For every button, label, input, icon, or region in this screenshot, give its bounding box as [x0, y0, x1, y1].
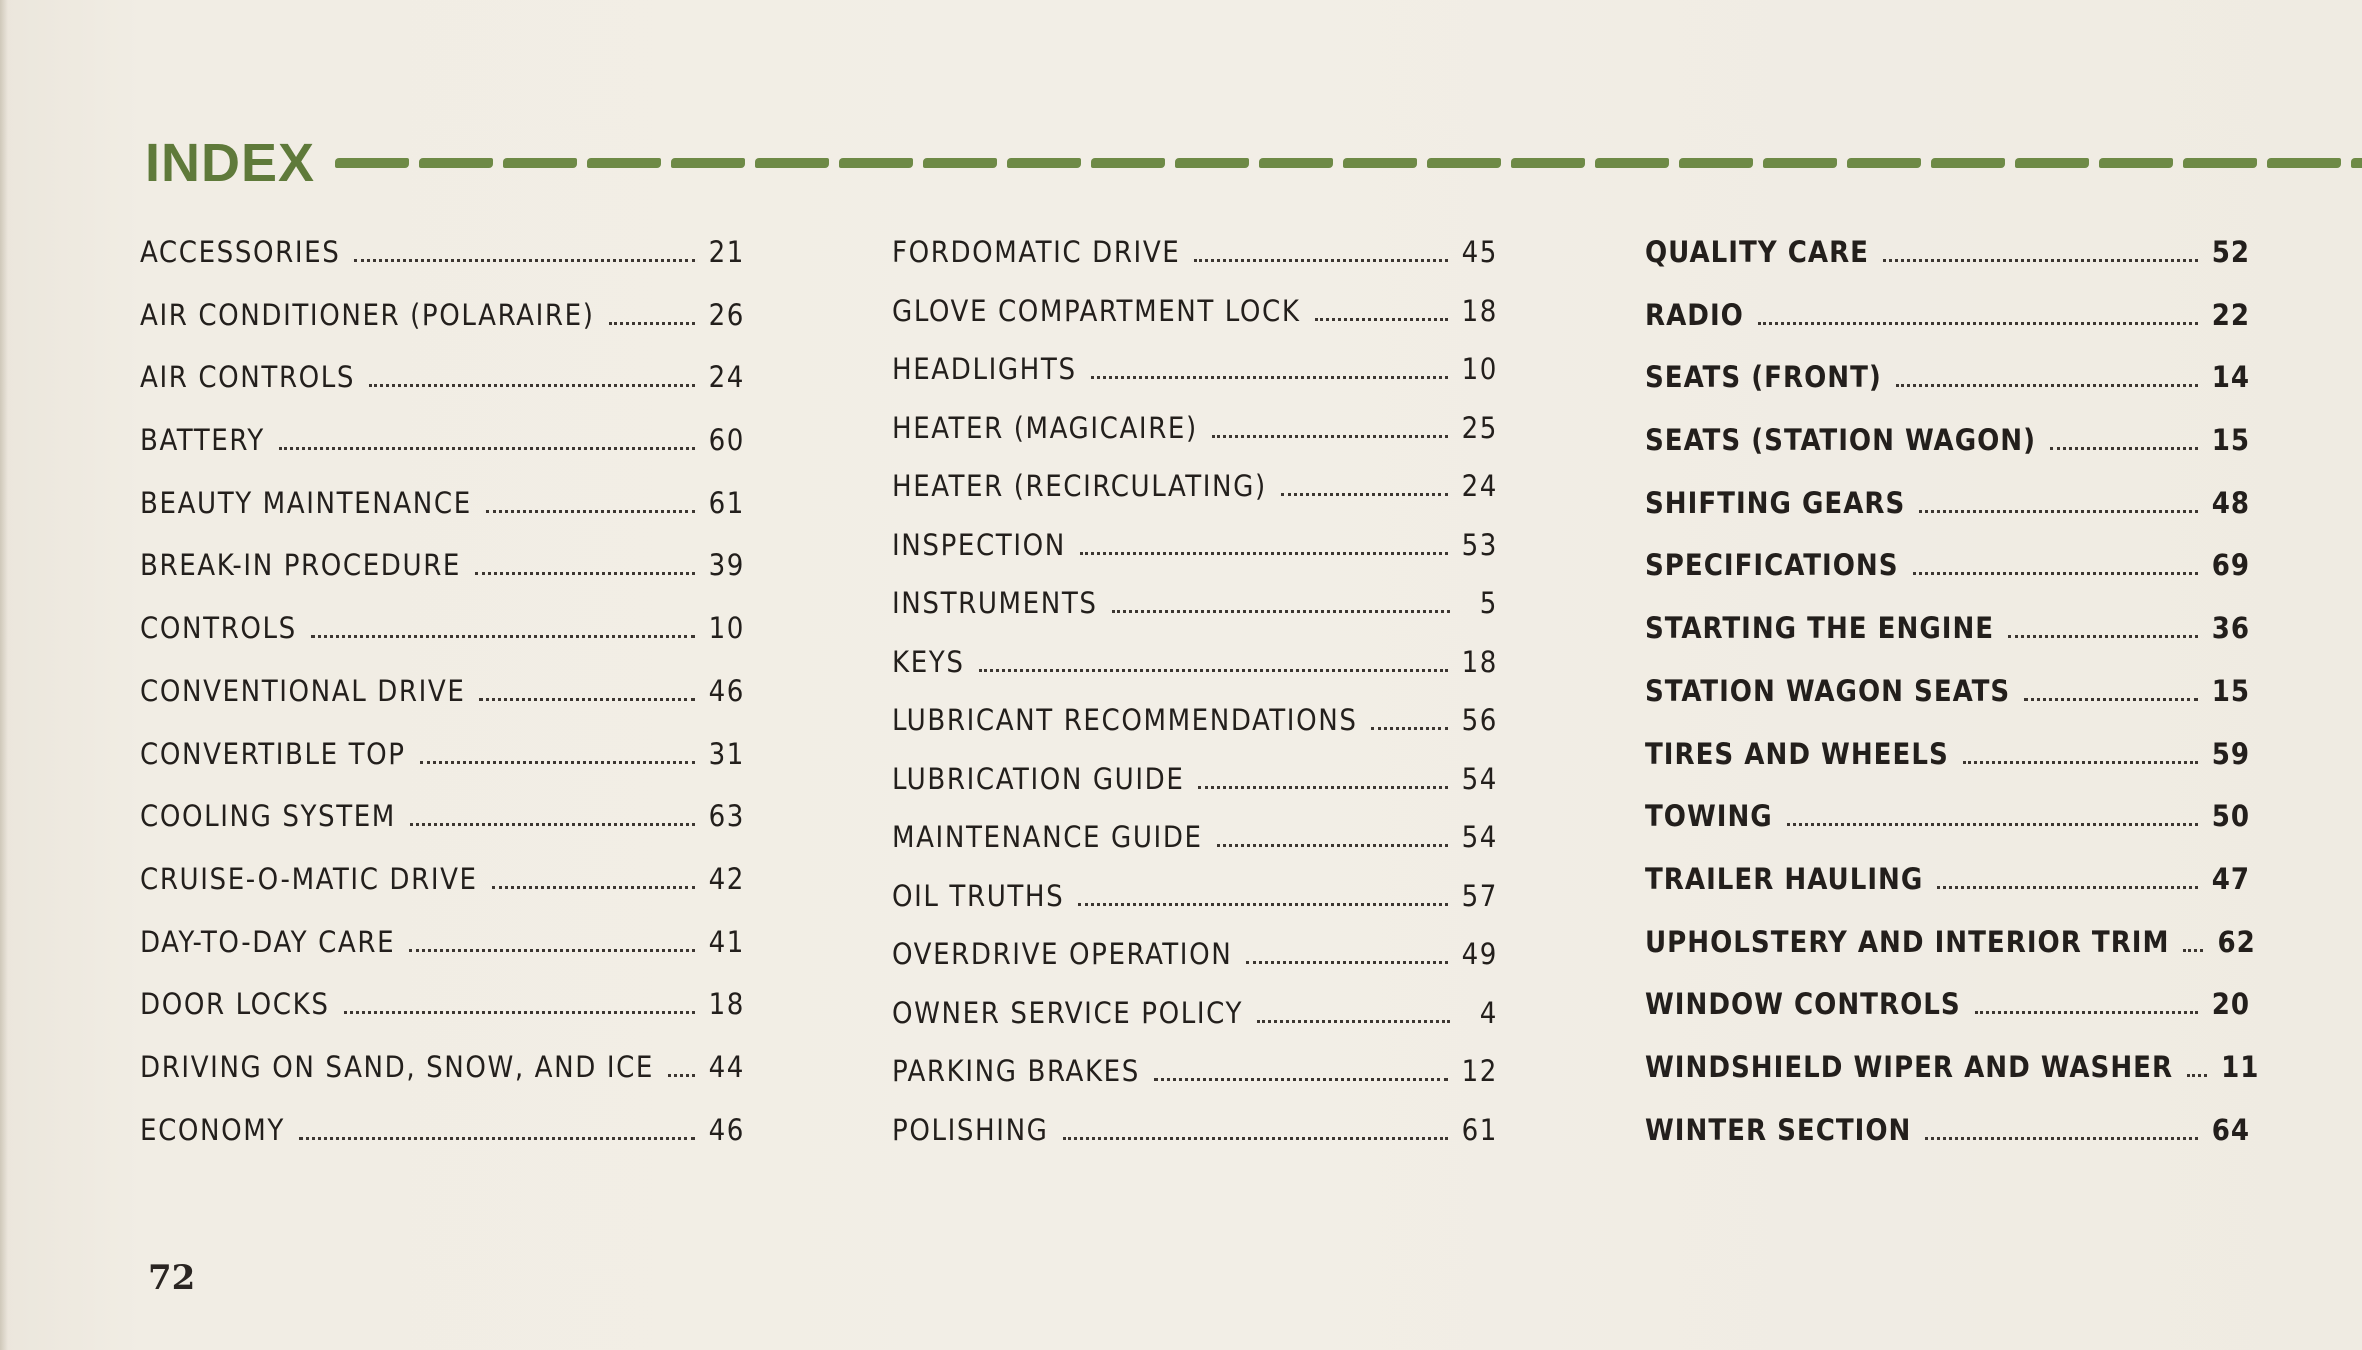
dot-leader	[1787, 823, 2198, 826]
index-entry	[140, 545, 745, 608]
index-entry	[892, 525, 1498, 584]
index-entry	[140, 1110, 745, 1173]
entry-label: KEYS	[892, 644, 965, 679]
index-entry	[892, 232, 1498, 291]
entry-page-number: 49	[1461, 937, 1498, 971]
entry-label: WINTER SECTION	[1645, 1112, 1912, 1147]
dot-leader	[1212, 435, 1448, 438]
entry-page-number: 56	[1461, 703, 1498, 737]
dot-leader	[2008, 635, 2198, 638]
index-entry	[1645, 545, 2250, 608]
dot-leader	[668, 1074, 695, 1077]
dot-leader	[1758, 322, 2198, 325]
dot-leader	[299, 1137, 695, 1140]
rule-dash	[2183, 158, 2257, 168]
index-entry	[892, 876, 1498, 935]
entry-label: LUBRICANT RECOMMENDATIONS	[892, 703, 1358, 737]
index-entry	[892, 408, 1498, 467]
dot-leader	[420, 761, 695, 764]
entry-page-number: 54	[1461, 820, 1498, 854]
entry-label: CONVERTIBLE TOP	[140, 736, 406, 771]
entry-page-number: 69	[2211, 548, 2250, 583]
entry-page-number: 46	[708, 1112, 745, 1147]
entry-label: WINDOW CONTROLS	[1645, 987, 1961, 1022]
index-column-1	[140, 232, 745, 1172]
rule-dash	[1427, 158, 1501, 168]
rule-dash	[1931, 158, 2005, 168]
entry-page-number: 18	[1461, 644, 1498, 679]
entry-page-number: 54	[1461, 761, 1498, 796]
entry-page-number: 12	[1461, 1054, 1498, 1088]
entry-page-number: 60	[708, 423, 745, 458]
index-entry	[1645, 796, 2250, 859]
entry-page-number: 10	[708, 611, 745, 646]
dot-leader	[344, 1011, 695, 1014]
index-entry	[140, 671, 745, 734]
rule-dash	[335, 158, 409, 168]
index-entry	[892, 934, 1498, 993]
entry-page-number: 45	[1461, 235, 1498, 269]
dot-leader	[1925, 1137, 2197, 1140]
entry-page-number: 64	[2211, 1112, 2250, 1147]
entry-label: CONTROLS	[140, 611, 297, 646]
dashed-rule	[335, 158, 2362, 169]
rule-dash	[503, 158, 577, 168]
entry-label: DOOR LOCKS	[140, 987, 330, 1022]
rule-dash	[587, 158, 661, 168]
dot-leader	[354, 259, 694, 262]
index-entry	[140, 734, 745, 797]
rule-dash	[671, 158, 745, 168]
entry-label: HEATER (RECIRCULATING)	[892, 469, 1267, 503]
index-entry	[1645, 295, 2250, 358]
index-entry	[892, 291, 1498, 350]
dot-leader	[486, 510, 695, 513]
rule-dash	[923, 158, 997, 168]
dot-leader	[1198, 786, 1447, 789]
entry-label: GLOVE COMPARTMENT LOCK	[892, 293, 1301, 328]
entry-label: SHIFTING GEARS	[1645, 485, 1906, 520]
index-entry	[140, 859, 745, 922]
dot-leader	[475, 572, 695, 575]
dot-leader	[369, 384, 695, 387]
dot-leader	[1371, 727, 1447, 730]
dot-leader	[1246, 961, 1447, 964]
index-entry	[140, 483, 745, 546]
entry-page-number: 31	[708, 736, 745, 771]
entry-page-number: 47	[2211, 861, 2250, 896]
index-entry	[140, 357, 745, 420]
dot-leader	[2187, 1074, 2207, 1077]
index-entry	[1645, 483, 2250, 546]
entry-page-number: 15	[2211, 673, 2250, 708]
entry-label: WINDSHIELD WIPER AND WASHER	[1645, 1049, 2174, 1084]
entry-label: COOLING SYSTEM	[140, 799, 396, 834]
entry-label: SEATS (FRONT)	[1645, 360, 1882, 395]
index-entry	[140, 420, 745, 483]
entry-label: SEATS (STATION WAGON)	[1645, 423, 2037, 458]
entry-page-number: 10	[1461, 352, 1498, 386]
rule-dash	[2267, 158, 2341, 168]
dot-leader	[1883, 259, 2198, 262]
rule-dash	[419, 158, 493, 168]
entry-label: AIR CONTROLS	[140, 360, 356, 395]
dot-leader	[1257, 1020, 1450, 1023]
index-entry	[892, 466, 1498, 525]
entry-page-number: 4	[1479, 995, 1498, 1030]
index-entry	[1645, 1110, 2250, 1173]
index-entry	[140, 1047, 745, 1110]
dot-leader	[409, 949, 694, 952]
entry-label: HEADLIGHTS	[892, 352, 1077, 386]
entry-label: OIL TRUTHS	[892, 878, 1065, 913]
entry-label: POLISHING	[892, 1112, 1049, 1147]
index-header	[145, 128, 2362, 198]
index-entry	[140, 796, 745, 859]
index-entry	[892, 759, 1498, 818]
entry-page-number: 21	[708, 235, 745, 269]
entry-label: FORDOMATIC DRIVE	[892, 235, 1181, 269]
entry-label: OWNER SERVICE POLICY	[892, 995, 1243, 1030]
entry-label: LUBRICATION GUIDE	[892, 761, 1185, 796]
index-entry	[1645, 232, 2250, 295]
dot-leader	[1975, 1011, 2198, 1014]
rule-dash	[1175, 158, 1249, 168]
index-entry	[892, 349, 1498, 408]
entry-page-number: 52	[2211, 235, 2250, 269]
rule-dash	[1763, 158, 1837, 168]
index-entry	[892, 642, 1498, 701]
entry-page-number: 48	[2211, 485, 2250, 520]
entry-label: TIRES AND WHEELS	[1645, 736, 1949, 771]
entry-page-number: 5	[1479, 586, 1498, 620]
entry-label: INSPECTION	[892, 527, 1066, 562]
dot-leader	[410, 823, 695, 826]
entry-label: DRIVING ON SAND, SNOW, AND ICE	[140, 1049, 655, 1084]
dot-leader	[1937, 886, 2197, 889]
entry-page-number: 41	[708, 924, 745, 959]
entry-label: SPECIFICATIONS	[1645, 548, 1899, 583]
dot-leader	[1112, 610, 1450, 613]
entry-label: TOWING	[1645, 799, 1773, 834]
entry-page-number: 42	[708, 861, 745, 896]
entry-page-number: 18	[708, 987, 745, 1022]
dot-leader	[1080, 552, 1448, 555]
entry-page-number: 62	[2217, 924, 2256, 959]
entry-label: STATION WAGON SEATS	[1645, 673, 2011, 708]
index-entry	[1645, 671, 2250, 734]
index-entry	[140, 232, 745, 295]
dot-leader	[1919, 510, 2197, 513]
entry-page-number: 61	[1461, 1112, 1498, 1147]
dot-leader	[1913, 572, 2198, 575]
entry-page-number: 20	[2211, 987, 2250, 1022]
index-column-3	[1645, 232, 2260, 1172]
rule-dash	[755, 158, 829, 168]
dot-leader	[1091, 376, 1448, 379]
entry-page-number: 11	[2221, 1049, 2260, 1084]
rule-dash	[1595, 158, 1669, 168]
dot-leader	[1281, 493, 1448, 496]
dot-leader	[1063, 1137, 1448, 1140]
entry-label: BEAUTY MAINTENANCE	[140, 485, 472, 520]
index-entry	[140, 608, 745, 671]
entry-label: ACCESSORIES	[140, 235, 341, 269]
dot-leader	[1315, 318, 1448, 321]
entry-label: INSTRUMENTS	[892, 586, 1098, 620]
rule-dash	[2099, 158, 2173, 168]
entry-page-number: 22	[2211, 297, 2250, 332]
dot-leader	[1217, 844, 1448, 847]
index-entry	[892, 583, 1498, 642]
entry-page-number: 24	[708, 360, 745, 395]
rule-dash	[2351, 158, 2362, 168]
rule-dash	[1091, 158, 1165, 168]
index-entry	[1645, 984, 2250, 1047]
rule-dash	[1007, 158, 1081, 168]
dot-leader	[479, 698, 694, 701]
entry-label: OVERDRIVE OPERATION	[892, 937, 1233, 971]
entry-label: RADIO	[1645, 297, 1744, 332]
entry-label: QUALITY CARE	[1645, 235, 1870, 269]
index-entry	[140, 922, 745, 985]
index-entry	[892, 700, 1498, 759]
index-entry	[1645, 859, 2250, 922]
index-entry	[892, 817, 1498, 876]
entry-label: BREAK-IN PROCEDURE	[140, 548, 462, 583]
entry-label: UPHOLSTERY AND INTERIOR TRIM	[1645, 924, 2170, 959]
dot-leader	[979, 669, 1448, 672]
entry-page-number: 39	[708, 548, 745, 583]
index-entry	[1645, 608, 2250, 671]
dot-leader	[2050, 447, 2198, 450]
entry-page-number: 26	[708, 297, 745, 332]
dot-leader	[279, 447, 695, 450]
dot-leader	[1963, 761, 2198, 764]
entry-page-number: 53	[1461, 527, 1498, 562]
index-entry	[1645, 734, 2250, 797]
index-entry	[1645, 922, 2256, 985]
dot-leader	[1154, 1078, 1448, 1081]
rule-dash	[1343, 158, 1417, 168]
index-entry	[1645, 420, 2250, 483]
index-entry	[892, 1110, 1498, 1169]
entry-label: CRUISE-O-MATIC DRIVE	[140, 861, 478, 896]
entry-page-number: 46	[708, 673, 745, 708]
rule-dash	[1847, 158, 1921, 168]
index-entry	[140, 984, 745, 1047]
entry-page-number: 63	[708, 799, 745, 834]
index-entry	[1645, 357, 2250, 420]
entry-label: ECONOMY	[140, 1112, 285, 1147]
entry-page-number: 44	[708, 1049, 745, 1084]
entry-page-number: 50	[2211, 799, 2250, 834]
index-entry	[1645, 1047, 2260, 1110]
entry-page-number: 59	[2211, 736, 2250, 771]
entry-page-number: 61	[708, 485, 745, 520]
dot-leader	[492, 886, 695, 889]
index-entry	[892, 1051, 1498, 1110]
dot-leader	[2024, 698, 2198, 701]
entry-page-number: 24	[1461, 469, 1498, 503]
dot-leader	[1194, 259, 1447, 262]
rule-dash	[1679, 158, 1753, 168]
index-entry	[892, 993, 1498, 1052]
page-number: 72	[148, 1258, 196, 1298]
dot-leader	[1078, 903, 1447, 906]
entry-label: HEATER (MAGICAIRE)	[892, 410, 1198, 445]
entry-page-number: 57	[1461, 878, 1498, 913]
dot-leader	[311, 635, 695, 638]
rule-dash	[2015, 158, 2089, 168]
dot-leader	[1896, 384, 2198, 387]
entry-page-number: 25	[1461, 410, 1498, 445]
rule-dash	[1259, 158, 1333, 168]
entry-page-number: 36	[2211, 611, 2250, 646]
entry-label: STARTING THE ENGINE	[1645, 611, 1995, 646]
index-entry	[140, 295, 745, 358]
rule-dash	[1511, 158, 1585, 168]
entry-label: DAY-TO-DAY CARE	[140, 924, 396, 959]
dot-leader	[609, 322, 695, 325]
entry-label: PARKING BRAKES	[892, 1054, 1140, 1088]
entry-label: BATTERY	[140, 423, 265, 458]
entry-page-number: 18	[1461, 293, 1498, 328]
entry-label: TRAILER HAULING	[1645, 861, 1924, 896]
page-title: INDEX	[145, 133, 316, 193]
entry-page-number: 14	[2211, 360, 2250, 395]
rule-dash	[839, 158, 913, 168]
entry-label: AIR CONDITIONER (POLARAIRE)	[140, 297, 595, 332]
index-column-2	[892, 232, 1498, 1168]
entry-label: MAINTENANCE GUIDE	[892, 820, 1203, 854]
entry-page-number: 15	[2211, 423, 2250, 458]
entry-label: CONVENTIONAL DRIVE	[140, 673, 466, 708]
dot-leader	[2183, 949, 2203, 952]
